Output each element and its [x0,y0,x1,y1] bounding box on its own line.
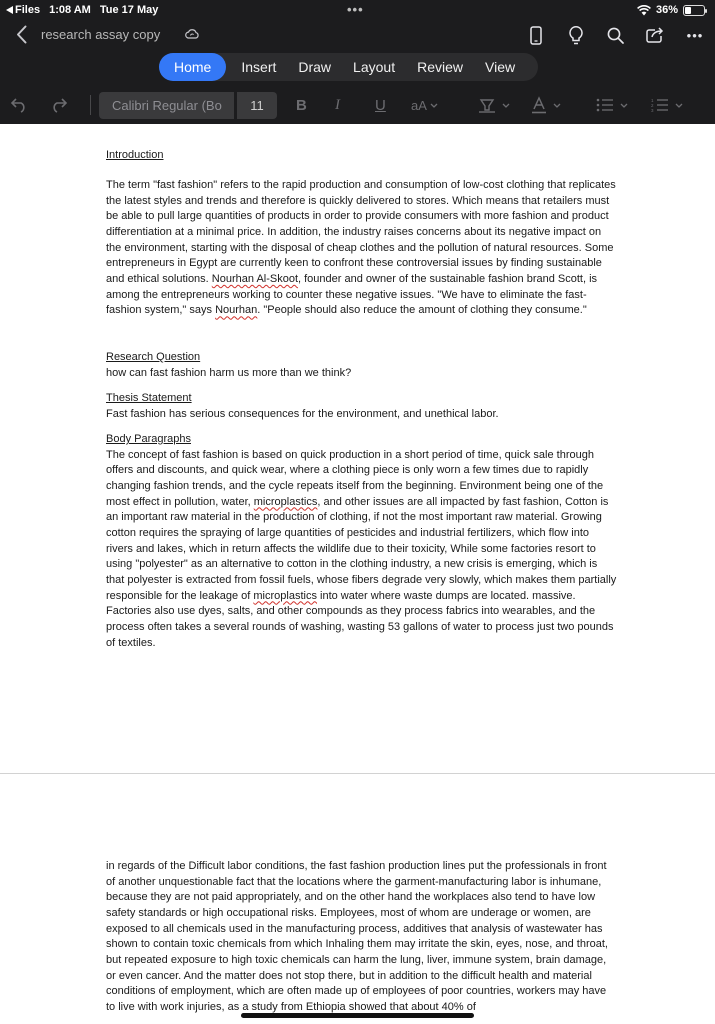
share-button[interactable] [644,24,666,46]
battery-icon [683,5,705,16]
bold-button[interactable]: B [296,96,307,114]
ribbon-tabs [159,53,538,81]
paragraph-text: . "People should also reduce the amount of clothing they consume." [257,304,587,317]
wifi-icon [637,5,651,16]
svg-text:2: 2 [651,103,654,108]
battery-percent: 36% [655,4,678,16]
document-title[interactable]: research assay copy [41,27,161,42]
spellcheck-word[interactable]: Nourhan [215,304,258,317]
status-bar [0,0,715,20]
underline-button[interactable]: U [375,96,386,114]
spellcheck-word[interactable]: Nourhan Al-Skoot [211,272,299,285]
tab-draw[interactable]: Draw [298,59,332,75]
tab-insert[interactable]: Insert [241,59,277,75]
thesis-heading: Thesis Statement [106,392,192,404]
back-triangle-icon [6,6,13,14]
italic-button[interactable]: I [335,96,340,113]
font-size-picker[interactable]: 11 [237,92,277,119]
redo-icon [50,97,68,113]
font-color-icon [531,96,547,114]
font-color-button[interactable] [531,93,561,117]
research-question-text: how can fast fashion harm us more than we think? [106,366,352,379]
document-canvas[interactable] [0,124,715,1024]
page2-paragraph[interactable] [106,859,618,1016]
heading-text: Introduction [106,149,164,161]
introduction-heading[interactable] [106,148,618,164]
intro-paragraph[interactable] [106,178,618,319]
svg-text:3: 3 [651,108,654,112]
paragraph-text: , and other issues are all impacted by fast fashion, Cotton is an important raw material in the production of clothing, if not the most important raw material. Growing cotton requires the spraying of large quantities of pesticides and industrial fertilizers, which flow into rivers and lakes, which in return affects the wildlife due to their toxicity, While some factories resort to using "polyester" as an alternative to cotton in the clothing industry, a new crisis is emerging, which is that polyester is extracted from fossil fuels, whose fibers degrade very slowly, which makes them partially responsible for the leakage of [106,495,617,602]
back-app-label: Files [15,4,41,16]
redo-button[interactable] [50,93,68,117]
paragraph-text: into water where waste dumps are located. massive. Factories also use dyes, salts, and other compounds as they process fabrics into wearables, and the process often takes a several rounds of washing, wasting 53 gallons of water to process just two pounds of textiles. [106,589,614,649]
phone-view-button[interactable] [525,24,547,46]
thesis-text: Fast fashion has serious consequences for the environment, and unethical labor. [106,407,499,420]
tab-home[interactable]: Home [159,53,226,81]
highlight-button[interactable] [478,93,510,117]
lightbulb-icon [569,25,583,45]
chevron-down-icon [502,103,510,108]
home-indicator[interactable] [241,1013,474,1018]
status-date: Tue 17 May [99,4,159,16]
multitasking-dots-icon[interactable]: ••• [347,2,364,17]
chevron-down-icon [620,103,628,108]
chevron-down-icon [553,103,561,108]
numbered-list-button[interactable] [651,93,683,117]
search-icon [607,27,624,44]
title-bar [0,20,715,50]
research-question-section[interactable] [106,350,618,381]
toolbar-divider [90,95,91,115]
body-heading: Body Paragraphs [106,433,191,445]
tab-review[interactable]: Review [417,59,463,75]
tab-layout[interactable]: Layout [353,59,396,75]
chevron-down-icon [430,103,438,108]
text-size-button[interactable] [411,93,438,117]
research-question-heading: Research Question [106,351,201,363]
thesis-section[interactable] [106,391,618,422]
chevron-down-icon [675,103,683,108]
body-paragraph [106,448,618,652]
text-size-label: aA [411,97,427,113]
bullet-list-button[interactable] [596,93,628,117]
paragraph-text: The concept of fast fashion is based on quick production in a short period of time, quick sale through offers and discounts, and quick wear, where a clothing piece is only worn a few times due to rapidly changing fashion trends, and the cycle repeats itself from the beginning. Environment being one of the most effect in pollution, water, [106,448,604,508]
tab-view[interactable]: View [485,59,516,75]
chevron-left-icon [16,25,27,44]
status-time: 1:08 AM [49,4,91,16]
lightbulb-button[interactable] [565,24,587,46]
bullet-list-icon [596,98,614,112]
paragraph-text: The term "fast fashion" refers to the rapid production and consumption of low-cost clothing that replicates the latest styles and trends and therefore is quickly delivered to stores. Which means that retailers must be able to pull large quantities of products in order to provide consumers with more fashion and product differentiation at a minimal price. In addition, the industry raises concerns about its negative impact on the environment, starting with the disposal of cheap clothes and the pollution of natural resources. Some entrepreneurs in Egypt are currently keen to confront these controversial issues by finding sustainable and ethical solutions. [106,179,616,285]
formatting-toolbar [0,88,715,122]
body-section[interactable] [106,432,618,651]
undo-button[interactable] [10,93,28,117]
font-name-picker[interactable]: Calibri Regular (Bo [99,92,234,119]
battery-level [685,7,691,14]
search-button[interactable] [604,24,626,46]
app-chrome [0,0,715,124]
spellcheck-word[interactable]: microplastics [253,589,317,602]
page-break-divider [0,773,715,774]
more-options-icon[interactable]: ••• [686,27,704,43]
cloud-sync-icon[interactable] [184,26,200,42]
paragraph-text: in regards of the Difficult labor conditions, the fast fashion production lines put the professionals in front of another unquestionable fact that the locations where the garment-manufacturing labor is inhumane, because they are not paid appropriately, and on the other hand the workplaces also tend to have low safety standards or high occupational risks. Employees, most of whom are underage or women, are exposed to all chemicals used in the manufacturing process, additives that analysis of wastewater has shown to contain toxic chemicals from which Inhaling them may irritate the skin, eyes, nose, and throat, but repeated exposure to high toxic chemicals can harm the lung, liver, immune system, brain damage, or even cancer. And the matter does not stop there, but in addition to the difficult health and material conditions of employment, which are often made up of employees of poor countries, workers may have to live with work injuries, as a study from Ethiopia showed that about 40% of [106,860,608,1013]
back-button[interactable] [10,22,32,46]
highlighter-icon [478,97,496,113]
undo-icon [10,97,28,113]
spellcheck-word[interactable]: microplastics [253,495,318,508]
back-to-app-link[interactable] [6,4,40,16]
svg-text:1: 1 [651,98,654,103]
numbered-list-icon [651,98,669,112]
share-icon [646,27,664,43]
paragraph-text: , founder and owner of the sustainable fashion brand Scott, is among the entrepreneurs working to counter these negative issues. "We have to eliminate the fast-fashion system," says [106,272,598,317]
phone-icon [530,26,542,45]
